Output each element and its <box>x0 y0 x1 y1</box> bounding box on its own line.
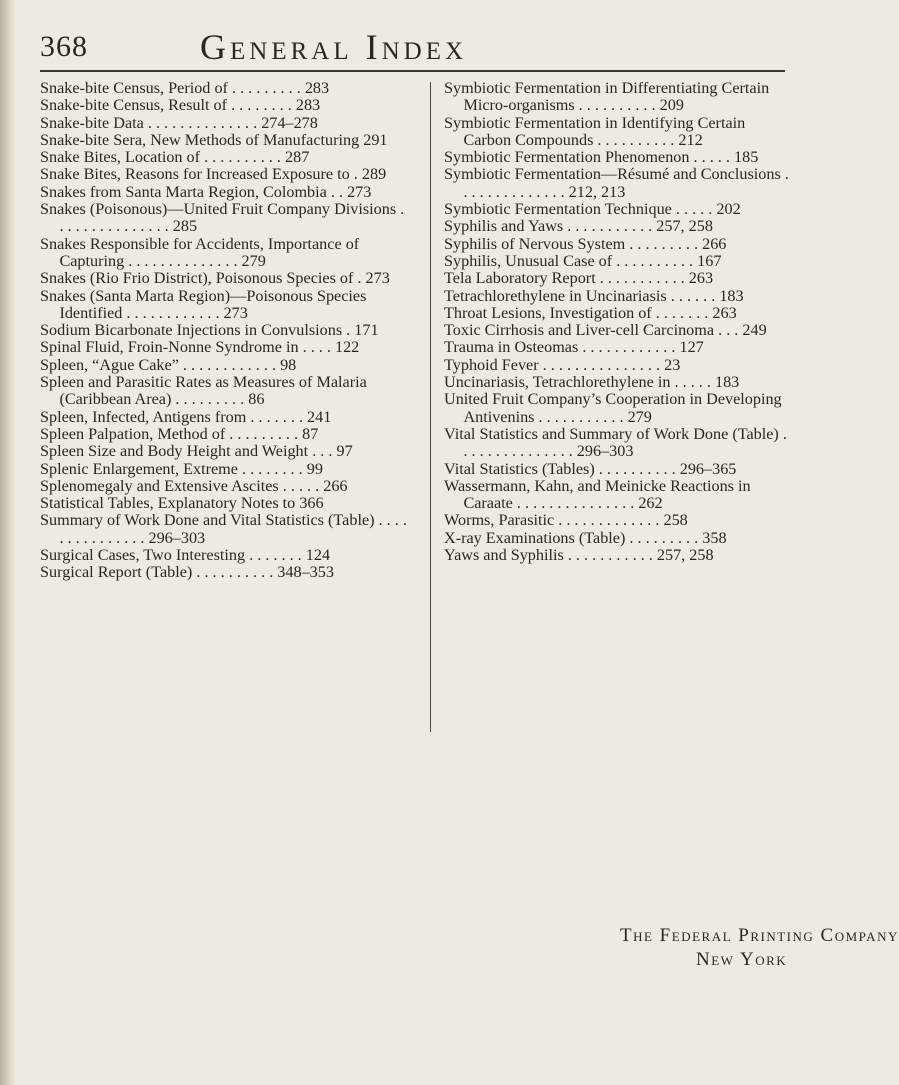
index-term: Tela Laboratory Report . . . . . . . . . . . <box>444 269 685 288</box>
index-entry <box>444 201 792 218</box>
index-page-ref: 279 <box>627 407 652 426</box>
index-page-ref: 358 <box>702 528 727 547</box>
index-term: Symbiotic Fermentation in Identifying Certain Carbon Compounds . . . . . . . . . . <box>444 113 746 149</box>
index-entry <box>40 547 412 564</box>
index-page-ref: 296–303 <box>576 442 634 461</box>
index-entry <box>40 184 412 201</box>
index-entry <box>444 288 792 305</box>
index-page-ref: 124 <box>305 546 331 565</box>
printer-city: New York <box>696 949 788 970</box>
index-term: Spleen Palpation, Method of . . . . . . . . . <box>40 424 299 443</box>
index-page-ref: 122 <box>334 338 360 357</box>
index-entry <box>40 426 412 443</box>
index-page-ref: 249 <box>742 321 767 340</box>
index-term: Vital Statistics and Summary of Work Done (Table) . . . . . . . . . . . . . . . <box>444 424 787 461</box>
index-page-ref: 98 <box>280 355 297 374</box>
index-page-ref: 285 <box>172 217 198 236</box>
index-page-ref: 266 <box>323 476 348 495</box>
index-term: Snake Bites, Reasons for Increased Exposure to . <box>40 165 358 184</box>
index-entry <box>444 305 792 322</box>
index-entry <box>40 97 412 114</box>
index-page-ref: 23 <box>664 355 681 374</box>
index-term: Symbiotic Fermentation—Résumé and Conclusions . . . . . . . . . . . . . . <box>444 165 789 201</box>
index-page-ref: 279 <box>241 251 266 270</box>
index-entry <box>40 322 412 339</box>
index-entry <box>444 322 792 339</box>
index-term: Statistical Tables, Explanatory Notes to <box>40 494 296 513</box>
index-entry <box>40 409 412 426</box>
index-entry <box>40 270 412 287</box>
index-term: Snake-bite Data . . . . . . . . . . . . . . <box>40 113 258 132</box>
running-title: General Index <box>200 27 468 67</box>
index-entry <box>444 115 792 150</box>
page-gutter-shadow <box>0 0 16 1085</box>
index-page-ref: 171 <box>354 321 379 340</box>
index-term: Trauma in Osteomas . . . . . . . . . . . . <box>444 338 676 357</box>
index-term: Splenic Enlargement, Extreme . . . . . . . . <box>40 459 303 478</box>
index-page-ref: 97 <box>336 442 353 461</box>
index-entry <box>444 236 792 253</box>
index-column-right <box>444 80 792 564</box>
index-entry <box>444 391 792 426</box>
index-entry <box>40 461 412 478</box>
printer-name: The Federal Printing Company <box>620 925 899 946</box>
index-entry <box>444 478 792 513</box>
index-page-ref: 86 <box>248 390 265 409</box>
index-term: Summary of Work Done and Vital Statistics (Table) . . . . . . . . . . . . . . . <box>40 511 407 547</box>
index-term: Spleen and Parasitic Rates as Measures of Malaria (Caribbean Area) . . . . . . . . . <box>40 373 367 409</box>
page-header <box>40 26 785 66</box>
index-page-ref: 283 <box>295 96 321 115</box>
index-entry <box>40 236 412 271</box>
index-term: Snake-bite Census, Period of . . . . . . . . . <box>40 79 301 97</box>
index-term: Snakes Responsible for Accidents, Importance of Capturing . . . . . . . . . . . . . . <box>40 234 360 270</box>
index-term: Toxic Cirrhosis and Liver-cell Carcinoma . . . <box>444 321 739 340</box>
index-page-ref: 241 <box>307 407 332 426</box>
index-page-ref: 257, 258 <box>656 546 714 565</box>
index-page-ref: 289 <box>361 165 387 184</box>
index-term: Snakes (Poisonous)—United Fruit Company Divisions . . . . . . . . . . . . . . . <box>40 200 405 236</box>
index-entry <box>444 357 792 374</box>
index-page-ref: 263 <box>688 269 714 288</box>
index-page-ref: 212, 213 <box>568 182 626 201</box>
index-page-ref: 273 <box>223 303 248 322</box>
index-page-ref: 262 <box>638 494 663 513</box>
index-term: Snakes (Santa Marta Region)—Poisonous Species Identified . . . . . . . . . . . . <box>40 286 367 322</box>
index-page-ref: 291 <box>363 130 388 149</box>
index-entry <box>444 166 792 201</box>
index-page-ref: 274–278 <box>261 113 318 132</box>
index-term: Snake-bite Census, Result of . . . . . . . . <box>40 96 292 115</box>
index-term: Splenomegaly and Extensive Ascites . . . . . <box>40 476 320 495</box>
index-page-ref: 258 <box>663 511 688 530</box>
index-term: Snakes (Rio Frio District), Poisonous Species of . <box>40 269 362 288</box>
index-page-ref: 366 <box>299 494 324 513</box>
header-rule <box>40 70 785 72</box>
index-page-ref: 185 <box>734 148 759 167</box>
index-term: Snake Bites, Location of . . . . . . . . . . <box>40 148 281 167</box>
index-term: Uncinariasis, Tetrachlorethylene in . . . . . <box>444 373 711 392</box>
index-term: Spinal Fluid, Froin-Nonne Syndrome in . . . . <box>40 338 331 357</box>
index-entry <box>40 201 412 236</box>
printer-imprint <box>620 925 899 971</box>
index-entry <box>40 288 412 323</box>
index-entry <box>444 253 792 270</box>
column-divider <box>430 82 431 732</box>
index-entry <box>444 270 792 287</box>
index-page-ref: 99 <box>306 459 323 478</box>
index-entry <box>444 512 792 529</box>
index-term: Vital Statistics (Tables) . . . . . . . . . . <box>444 459 676 478</box>
index-entry <box>40 132 412 149</box>
index-entry <box>40 564 412 581</box>
index-term: Surgical Cases, Two Interesting . . . . . . . <box>40 546 302 565</box>
index-term: Sodium Bicarbonate Injections in Convulsions . <box>40 321 351 340</box>
index-term: Spleen, Infected, Antigens from . . . . . . . <box>40 407 303 426</box>
index-entry <box>444 530 792 547</box>
index-term: Tetrachlorethylene in Uncinariasis . . . . . . <box>444 286 716 305</box>
index-page-ref: 273 <box>365 269 390 288</box>
index-term: Snake-bite Sera, New Methods of Manufacturing <box>40 130 360 149</box>
index-entry <box>40 339 412 356</box>
index-page-ref: 296–365 <box>679 459 737 478</box>
index-term: Symbiotic Fermentation in Differentiating Certain Micro-organisms . . . . . . . . . . <box>444 79 770 115</box>
index-term: Snakes from Santa Marta Region, Colombia . . <box>40 182 344 201</box>
index-page-ref: 167 <box>697 251 722 270</box>
index-page-ref: 209 <box>659 96 684 115</box>
index-term: Spleen, “Ague Cake” . . . . . . . . . . . . <box>40 355 277 374</box>
index-entry <box>40 495 412 512</box>
index-entry <box>444 80 792 115</box>
index-term: Yaws and Syphilis . . . . . . . . . . . <box>444 546 653 565</box>
index-term: Typhoid Fever . . . . . . . . . . . . . . . <box>444 355 661 374</box>
index-page-ref: 266 <box>702 234 727 253</box>
index-term: Spleen Size and Body Height and Weight . . . <box>40 442 333 461</box>
index-term: X-ray Examinations (Table) . . . . . . . . . <box>444 528 699 547</box>
index-page-ref: 127 <box>679 338 704 357</box>
index-entry <box>40 166 412 183</box>
index-term: United Fruit Company’s Cooperation in Developing Antivenins . . . . . . . . . . . <box>444 390 782 426</box>
index-entry <box>40 512 412 547</box>
index-entry <box>40 149 412 166</box>
index-page-ref: 283 <box>304 79 330 97</box>
index-entry <box>40 374 412 409</box>
index-term: Worms, Parasitic . . . . . . . . . . . . . <box>444 511 660 530</box>
index-page-ref: 348–353 <box>277 563 334 582</box>
index-term: Syphilis, Unusual Case of . . . . . . . . . . <box>444 251 694 270</box>
index-entry <box>444 339 792 356</box>
index-page-ref: 183 <box>719 286 744 305</box>
index-page-ref: 257, 258 <box>656 217 713 236</box>
index-page-ref: 273 <box>347 182 372 201</box>
index-page-ref: 87 <box>302 424 319 443</box>
page-number: 368 <box>40 30 88 63</box>
index-entry <box>444 461 792 478</box>
index-page-ref: 263 <box>712 303 737 322</box>
index-term: Surgical Report (Table) . . . . . . . . . . <box>40 563 274 582</box>
index-column-left <box>40 80 412 582</box>
index-page-ref: 183 <box>714 373 740 392</box>
index-page-ref: 202 <box>716 200 741 219</box>
index-entry <box>40 115 412 132</box>
index-entry <box>40 80 412 97</box>
index-page-ref: 287 <box>285 148 310 167</box>
index-term: Syphilis of Nervous System . . . . . . . . . <box>444 234 699 253</box>
index-entry <box>444 374 792 391</box>
index-entry <box>444 218 792 235</box>
index-entry <box>40 478 412 495</box>
index-page-ref: 212 <box>678 130 703 149</box>
index-entry <box>444 547 792 564</box>
index-entry <box>40 443 412 460</box>
index-entry <box>444 149 792 166</box>
index-entry <box>444 426 792 461</box>
index-term: Throat Lesions, Investigation of . . . . . . . <box>444 303 709 322</box>
index-page-ref: 296–303 <box>148 528 206 547</box>
index-term: Symbiotic Fermentation Phenomenon . . . . . <box>444 148 730 167</box>
index-entry <box>40 357 412 374</box>
index-term: Symbiotic Fermentation Technique . . . . . <box>444 200 713 219</box>
index-term: Wassermann, Kahn, and Meinicke Reactions in Caraate . . . . . . . . . . . . . . . <box>444 476 751 513</box>
index-term: Syphilis and Yaws . . . . . . . . . . . <box>444 217 653 236</box>
